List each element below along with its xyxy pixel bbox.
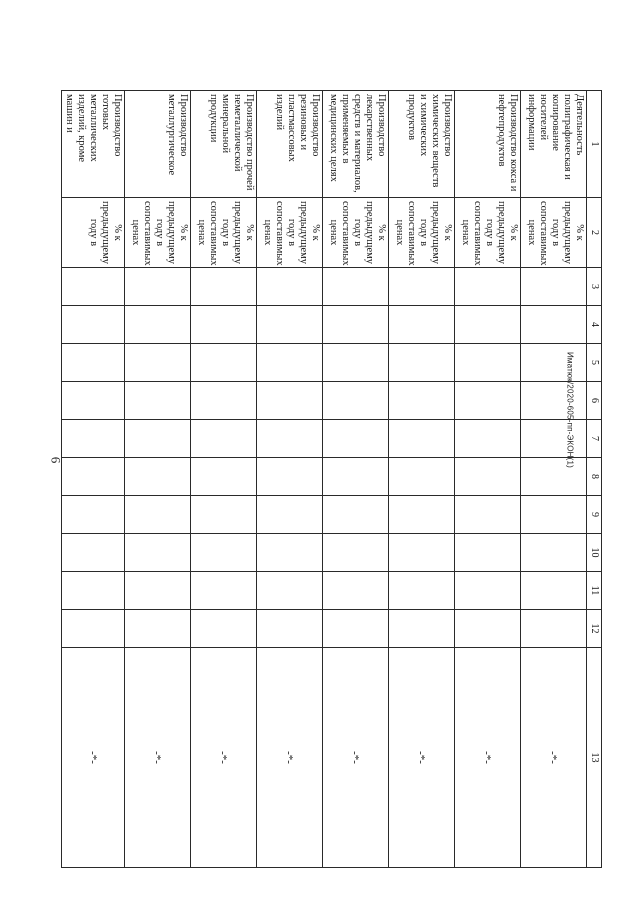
- row-name: Производство кокса и нефтепродуктов: [455, 91, 521, 198]
- row-unit: % к предыдущему году в сопоставимых ценах: [455, 198, 521, 268]
- page-number: 6: [48, 456, 64, 464]
- column-header: 6: [587, 382, 602, 420]
- row-name: Производство готовых металлических изделий, кроме машин и: [62, 91, 125, 198]
- column-header: 11: [587, 572, 602, 610]
- column-header: 5: [587, 344, 602, 382]
- row-name: Производство химических веществ и химических продуктов: [389, 91, 455, 198]
- column-header: 4: [587, 306, 602, 344]
- column-header: 1: [587, 91, 602, 198]
- table-row: [125, 91, 191, 868]
- row-unit: % к предыдущему году в сопоставимых ценах: [257, 198, 323, 268]
- row-unit: % к предыдущему году в сопоставимых ценах: [191, 198, 257, 268]
- row-unit: % к предыдущему году в сопоставимых ценах: [125, 198, 191, 268]
- row-unit: % к предыдущему году в сопоставимых ценах: [521, 198, 587, 268]
- row-name: Производство прочей неметаллической минеральной продукции: [191, 91, 257, 198]
- row-name: Производство металлургическое: [125, 91, 191, 198]
- row-mark: -*-: [323, 648, 389, 868]
- table-row: [257, 91, 323, 868]
- indicator-table: [61, 90, 602, 868]
- row-name: Производство лекарственных средств и материалов, применяемых в медицинских целях: [323, 91, 389, 198]
- table-row: [62, 91, 125, 868]
- column-header: 7: [587, 420, 602, 458]
- table-row: [323, 91, 389, 868]
- row-mark: -*-: [191, 648, 257, 868]
- table-row: [521, 91, 587, 868]
- row-unit: % к предыдущему году в: [62, 198, 125, 268]
- column-header: 2: [587, 198, 602, 268]
- table-container: [64, 90, 602, 827]
- row-unit: % к предыдущему году в сопоставимых ценах: [323, 198, 389, 268]
- row-unit: % к предыдущему году в сопоставимых ценах: [389, 198, 455, 268]
- document-code: Иматюк/2020-605-пп-ЭКОН(1): [565, 351, 575, 468]
- row-mark: -*-: [389, 648, 455, 868]
- row-mark: -*-: [455, 648, 521, 868]
- row-name: Производство резиновых и пластмассовых изделий: [257, 91, 323, 198]
- column-header: 9: [587, 496, 602, 534]
- column-header: 8: [587, 458, 602, 496]
- column-header: 3: [587, 268, 602, 306]
- column-number-row: [587, 91, 602, 868]
- row-mark: -*-: [257, 648, 323, 868]
- table-row: [389, 91, 455, 868]
- table-row: [455, 91, 521, 868]
- row-mark: -*-: [125, 648, 191, 868]
- table-row: [191, 91, 257, 868]
- column-header: 10: [587, 534, 602, 572]
- row-mark: -*-: [521, 648, 587, 868]
- row-mark: -*-: [62, 648, 125, 868]
- row-name: Деятельность полиграфическая и копирование носителей информации: [521, 91, 587, 198]
- rotated-table: [64, 90, 602, 827]
- column-header: 13: [587, 648, 602, 868]
- column-header: 12: [587, 610, 602, 648]
